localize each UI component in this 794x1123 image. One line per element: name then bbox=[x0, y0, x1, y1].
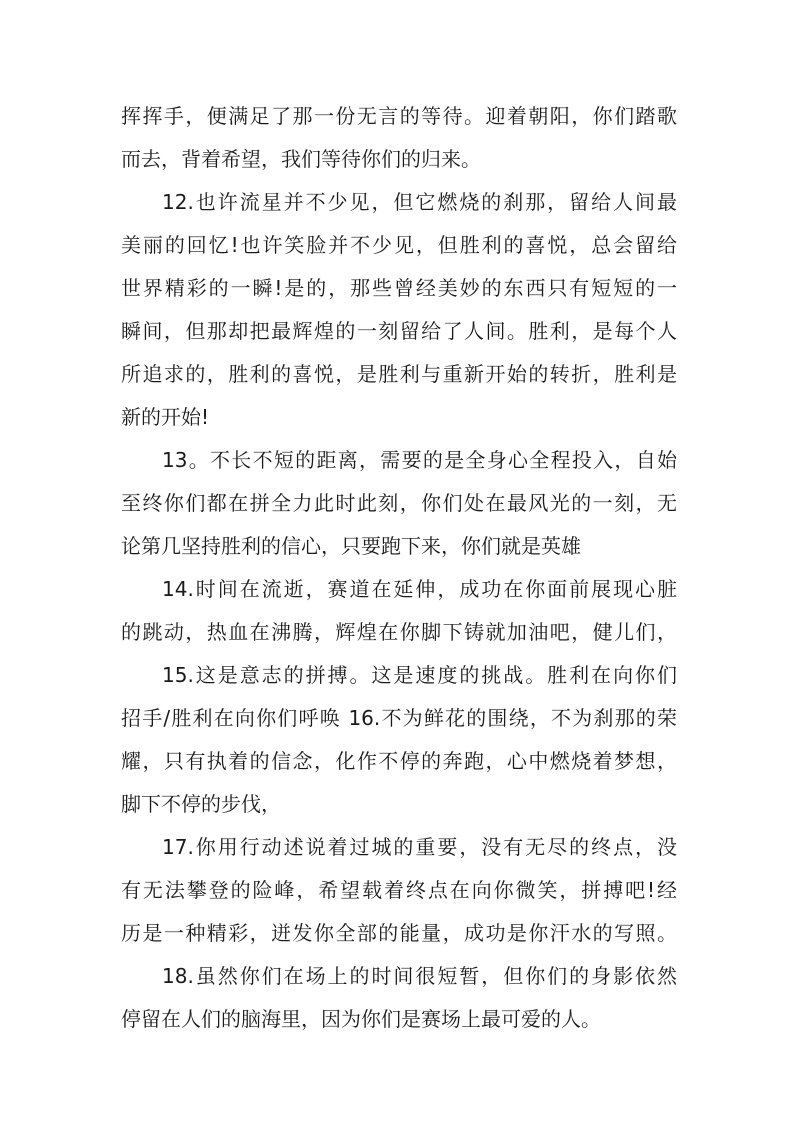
text-line: 世界精彩的一瞬!是的，那些曾经美妙的东西只有短短的一 bbox=[121, 276, 677, 300]
text-line: 17.你用行动述说着过城的重要，没有无尽的终点，没 bbox=[162, 835, 677, 859]
text-line: 有无法攀登的险峰，希望载着终点在向你微笑，拼搏吧!经 bbox=[121, 878, 677, 902]
text-line: 论第几坚持胜利的信心，只要跑下来，你们就是英雄 bbox=[121, 534, 581, 558]
text-line: 挥挥手，便满足了那一份无言的等待。迎着朝阳，你们踏歌 bbox=[121, 104, 677, 128]
text-line: 脚下不停的步伐， bbox=[121, 792, 281, 816]
text-line: 而去，背着希望，我们等待你们的归来。 bbox=[121, 147, 481, 171]
text-line: 至终你们都在拼全力此时此刻，你们处在最风光的一刻，无 bbox=[121, 491, 677, 515]
text-line: 停留在人们的脑海里，因为你们是赛场上最可爱的人。 bbox=[121, 1007, 601, 1031]
text-line: 18.虽然你们在场上的时间很短暂，但你们的身影依然 bbox=[162, 964, 677, 988]
text-line: 瞬间，但那却把最辉煌的一刻留给了人间。胜利，是每个人 bbox=[121, 319, 677, 343]
text-line: 的跳动，热血在沸腾，辉煌在你脚下铸就加油吧，健儿们， bbox=[121, 620, 677, 644]
text-line: 14.时间在流逝，赛道在延伸，成功在你面前展现心脏 bbox=[162, 577, 677, 601]
text-line: 13。不长不短的距离，需要的是全身心全程投入，自始 bbox=[162, 448, 677, 472]
text-line: 历是一种精彩，迸发你全部的能量，成功是你汗水的写照。 bbox=[121, 921, 677, 945]
text-line: 耀，只有执着的信念，化作不停的奔跑，心中燃烧着梦想， bbox=[121, 749, 677, 773]
text-line: 美丽的回忆!也许笑脸并不少见，但胜利的喜悦，总会留给 bbox=[121, 233, 677, 257]
text-line: 新的开始! bbox=[121, 405, 210, 429]
text-line: 12.也许流星并不少见，但它燃烧的刹那，留给人间最 bbox=[162, 190, 677, 214]
text-line: 15.这是意志的拼搏。这是速度的挑战。胜利在向你们 bbox=[162, 663, 677, 687]
text-line: 招手/胜利在向你们呼唤 16.不为鲜花的围绕，不为刹那的荣 bbox=[121, 706, 677, 730]
text-line: 所追求的，胜利的喜悦，是胜利与重新开始的转折，胜利是 bbox=[121, 362, 677, 386]
